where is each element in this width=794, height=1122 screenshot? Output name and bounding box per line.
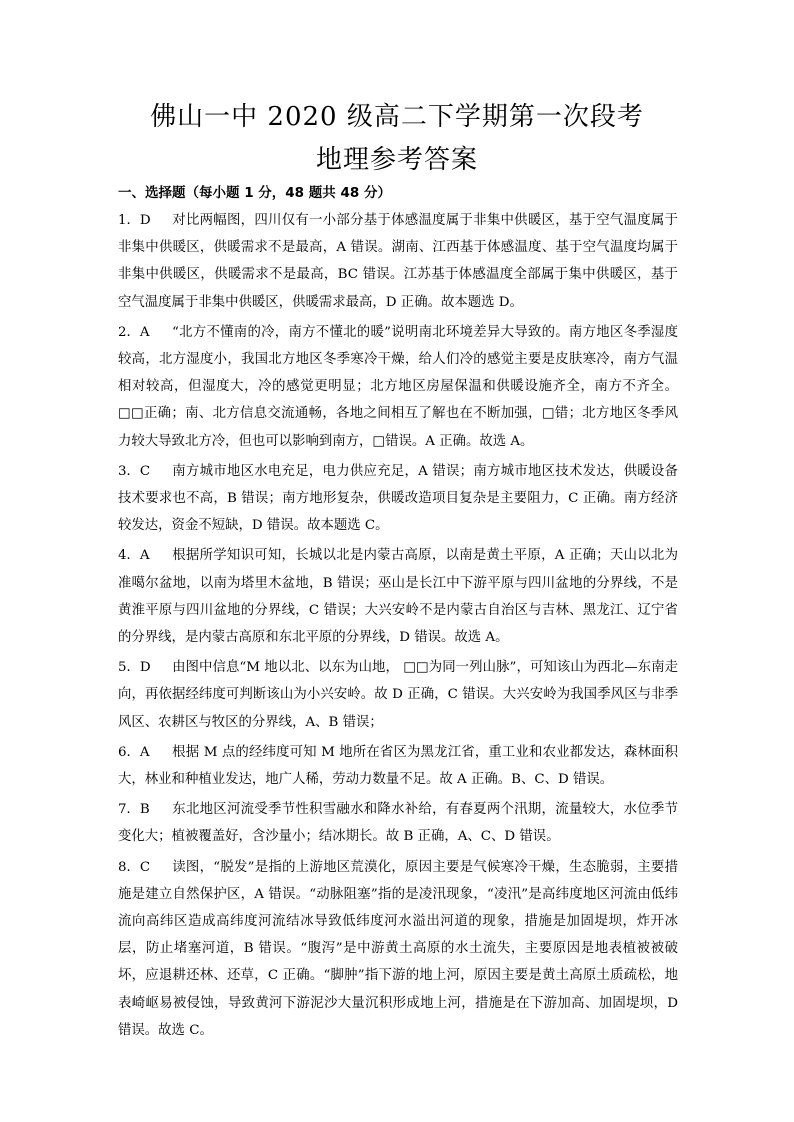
answer-explanation: 读图，“脱发”是指的上游地区荒漠化，原因主要是气候寒冷干燥，生态脆弱，主要措施是建立自然保护区，A 错误。“动脉阻塞”指的是凌汛现象，“凌汛”是高纬度地区河流由低纬流向高纬区造成高纬度河流结冰导致低纬度河水溢出河道的现象，措施是加固堤坝，炸开冰层，防止堵塞河道，B 错误。“腹泻”是中游黄土高原的水土流失，主要原因是地表植被被破坏，应退耕还林、还草，C 正确。“脚肿”指下游的地上河，原因主要是黄土高原土质疏松，地表崎岖易被侵蚀，导致黄河下游泥沙大量沉积形成地上河，措施是在下游加高、加固堤坝，D 错误。故选 C。 bbox=[118, 859, 678, 1038]
doc-subtitle: 地理参考答案 bbox=[315, 145, 478, 175]
answer-number: 4．A bbox=[118, 548, 150, 564]
answer-item-5 bbox=[118, 654, 678, 736]
answer-item-2 bbox=[118, 319, 678, 455]
answer-number: 5．D bbox=[118, 660, 151, 676]
answer-explanation: 根据所学知识可知，长城以北是内蒙古高原，以南是黄土平原，A 正确；天山以北为准噶尔盆地，以南为塔里木盆地，B 错误；巫山是长江中下游平原与四川盆地的分界线，不是黄淮平原与四川盆地的分界线，C 错误；大兴安岭不是内蒙古自治区与吉林、黑龙江、辽宁省的分界线，是内蒙古高原和东北平原的分界线，D 错误。故选 A。 bbox=[118, 548, 678, 646]
answer-number: 7．B bbox=[118, 802, 150, 818]
answer-explanation: 根据 M 点的经纬度可知 M 地所在省区为黑龙江省，重工业和农业都发达，森林面积大，林业和种植业发达，地广人稀，劳动力数量不足。故 A 正确。B、C、D 错误。 bbox=[118, 744, 678, 788]
answer-explanation: 南方城市地区水电充足，电力供应充足，A 错误；南方城市地区技术发达，供暖设备技术要求也不高，B 错误；南方地形复杂，供暖改造项目复杂是主要阻力，C 正确。南方经济较发达，资金不短缺，D 错误。故本题选 C。 bbox=[118, 463, 678, 534]
answer-explanation: “北方不懂南的冷，南方不懂北的暖”说明南北环境差异大导致的。南方地区冬季湿度较高，北方湿度小，我国北方地区冬季寒冷干燥，给人们冷的感觉主要是皮肤寒冷，南方气温相对较高，但湿度大，冷的感觉更明显；北方地区房屋保温和供暖设施齐全，南方不齐全。□□正确；南、北方信息交流通畅，各地之间相互了解也在不断加强，□错；北方地区冬季风力较大导致北方冷，但也可以影响到南方，□错误。A 正确。故选 A。 bbox=[118, 324, 678, 449]
answer-number: 3．C bbox=[118, 463, 151, 479]
answer-item-1 bbox=[118, 207, 678, 316]
answer-explanation: 由图中信息“M 地以北、以东为山地， □□为同一列山脉”，可知该山为西北—东南走向，再依据经纬度可判断该山为小兴安岭。故 D 正确，C 错误。大兴安岭为我国季风区与非季风区、农耕区与牧区的分界线，A、B 错误； bbox=[118, 660, 678, 730]
answer-explanation: 对比两幅图，四川仅有一小部分基于体感温度属于非集中供暖区，基于空气温度属于非集中供暖区，供暖需求不是最高，A 错误。湖南、江西基于体感温度、基于空气温度均属于非集中供暖区，供暖需求不是最高，BC 错误。江苏基于体感温度全部属于集中供暖区，基于空气温度属于非集中供暖区，供暖需求最高，D 正确。故本题选 D。 bbox=[118, 213, 678, 310]
answer-item-6 bbox=[118, 739, 678, 793]
answer-item-3 bbox=[118, 458, 678, 540]
answer-item-7 bbox=[118, 796, 678, 850]
answer-number: 8．C bbox=[118, 859, 151, 875]
exam-title: 佛山一中 2020 级高二下学期第一次段考 bbox=[150, 102, 644, 132]
answer-number: 1．D bbox=[118, 213, 151, 228]
section-heading: 一、选择题（每小题 1 分，48 题共 48 分） bbox=[118, 185, 391, 201]
answer-number: 2．A bbox=[118, 324, 150, 340]
answer-list bbox=[118, 207, 678, 1047]
answer-item-8 bbox=[118, 854, 678, 1044]
answer-explanation: 东北地区河流受季节性积雪融水和降水补给，有春夏两个汛期，流量较大，水位季节变化大；植被覆盖好，含沙量小；结冰期长。故 B 正确，A、C、D 错误。 bbox=[118, 802, 678, 845]
answer-number: 6．A bbox=[118, 744, 150, 760]
answer-item-4 bbox=[118, 542, 678, 651]
